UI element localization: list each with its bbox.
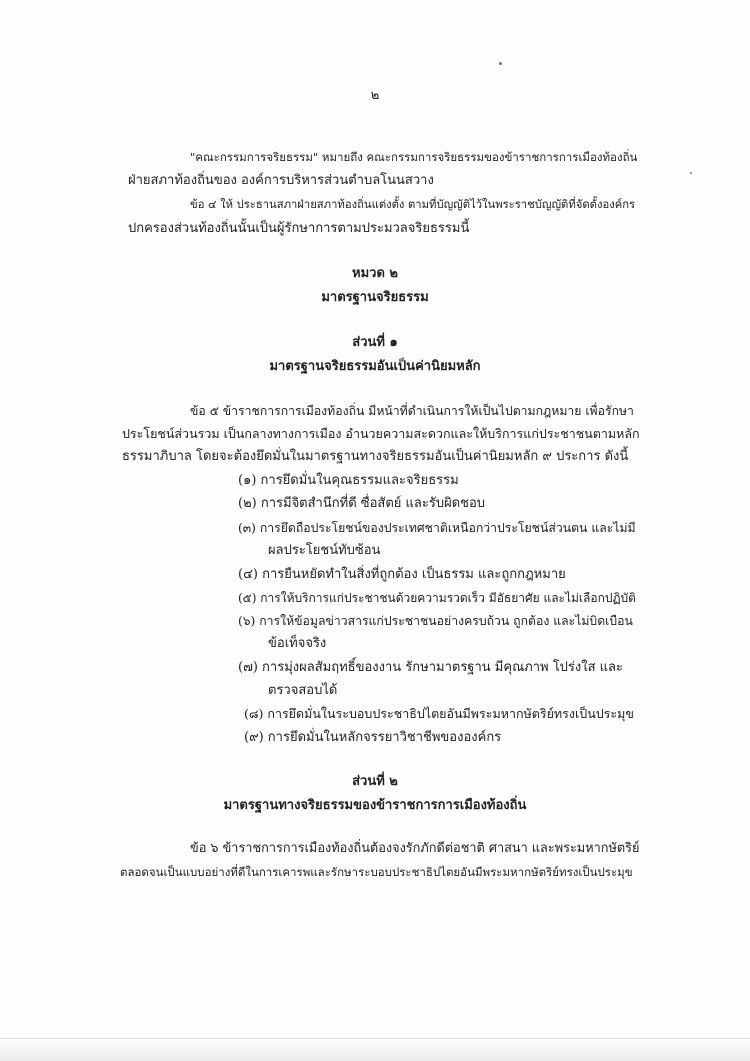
part-1-number: ส่วนที่ ๑ <box>352 335 398 350</box>
value-item-6-continuation: ข้อเท็จจริง <box>268 636 327 651</box>
page-number: ๒ <box>370 88 380 103</box>
value-item-9: (๙) การยึดมั่นในหลักจรรยาวิชาชีพขององค์กร <box>244 730 502 745</box>
clause-6-line-2: ตลอดจนเป็นแบบอย่างที่ดีในการเคารพและรักษาระบอบประชาธิปไตยอันมีพระมหากษัตริย์ทรงเป็นประมุข <box>120 865 633 879</box>
value-item-2: (๒) การมีจิตสำนึกที่ดี ซื่อสัตย์ และรับผิดชอบ <box>238 496 486 511</box>
scan-speck <box>499 62 502 65</box>
part-2-number: ส่วนที่ ๒ <box>352 774 398 789</box>
value-item-4: (๔) การยืนหยัดทำในสิ่งที่ถูกต้อง เป็นธรรม และถูกกฎหมาย <box>238 567 566 582</box>
definition-line-1: "คณะกรรมการจริยธรรม" หมายถึง คณะกรรมการจริยธรรมของข้าราชการการเมืองท้องถิ่น <box>190 150 638 164</box>
value-item-1: (๑) การยึดมั่นในคุณธรรมและจริยธรรม <box>238 473 459 488</box>
value-item-8: (๘) การยึดมั่นในระบอบประชาธิปไตยอันมีพระมหากษัตริย์ทรงเป็นประมุข <box>244 706 634 721</box>
value-item-3-continuation: ผลประโยชน์ทับซ้อน <box>268 543 381 558</box>
clause-5-line-3: ธรรมาภิบาล โดยจะต้องยึดมั่นในมาตรฐานทางจริยธรรมอันเป็นค่านิยมหลัก ๙ ประการ ดังนี้ <box>122 449 629 464</box>
clause-5-line-2: ประโยชน์ส่วนรวม เป็นกลางทางการเมือง อำนวยความสะดวกและให้บริการแก่ประชาชนตามหลัก <box>122 426 640 441</box>
value-item-3: (๓) การยึดถือประโยชน์ของประเทศชาติเหนือกว่าประโยชน์ส่วนตน และไม่มี <box>238 521 636 535</box>
clause-5-line-1: ข้อ ๕ ข้าราชการการเมืองท้องถิ่น มีหน้าที่ดำเนินการให้เป็นไปตามกฎหมาย เพื่อรักษา <box>190 404 634 418</box>
chapter-title: มาตรฐานจริยธรรม <box>321 290 429 305</box>
part-1-title: มาตรฐานจริยธรรมอันเป็นค่านิยมหลัก <box>269 359 481 374</box>
scan-speck <box>690 172 692 174</box>
chapter-number: หมวด ๒ <box>352 266 398 281</box>
value-item-7-continuation: ตรวจสอบได้ <box>268 683 338 698</box>
clause-4-line-2: ปกครองส่วนท้องถิ่นนั้นเป็นผู้รักษาการตามประมวลจริยธรรมนี้ <box>128 221 470 236</box>
clause-4-line-1: ข้อ ๔ ให้ ประธานสภาฝ่ายสภาท้องถิ่นแต่งตั้ง ตามที่บัญญัติไว้ในพระราชบัญญัติที่จัดตั้งองค์กร <box>190 198 636 211</box>
value-item-6: (๖) การให้ข้อมูลข่าวสารแก่ประชาชนอย่างครบถ้วน ถูกต้อง และไม่บิดเบือน <box>238 614 633 628</box>
clause-6-line-1: ข้อ ๖ ข้าราชการการเมืองท้องถิ่นต้องจงรักภักดีต่อชาติ ศาสนา และพระมหากษัตริย์ <box>190 841 640 856</box>
scanner-bottom-edge <box>0 1038 750 1061</box>
definition-line-2: ฝ่ายสภาท้องถิ่นของ องค์การบริหารส่วนตำบลโนนสวาง <box>128 173 434 188</box>
value-item-7: (๗) การมุ่งผลสัมฤทธิ์ของงาน รักษามาตรฐาน มีคุณภาพ โปร่งใส และ <box>238 660 624 675</box>
value-item-5: (๕) การให้บริการแก่ประชาชนด้วยความรวดเร็ว มีอัธยาศัย และไม่เลือกปฏิบัติ <box>238 591 636 605</box>
part-2-title: มาตรฐานทางจริยธรรมของข้าราชการการเมืองท้องถิ่น <box>223 798 527 813</box>
